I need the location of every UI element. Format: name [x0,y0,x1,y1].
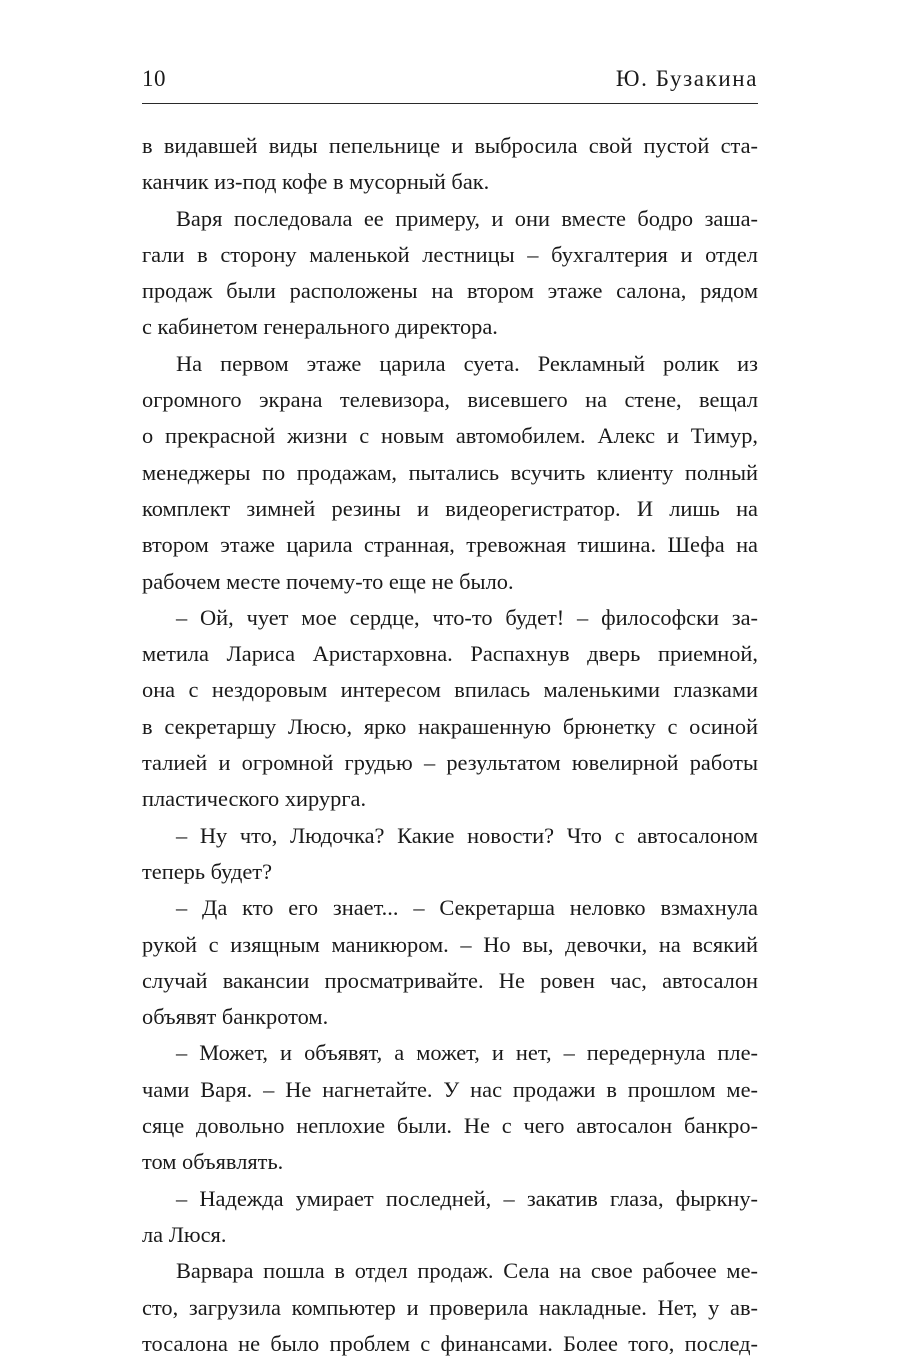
text-line: метила Лариса Аристарховна. Распахнув дверь приемной, [142,641,758,667]
text-line: менеджеры по продажам, пытались всучить клиенту полный [142,459,758,485]
text-line: – Ой, чует мое сердце, что-то будет! – философски за- [176,604,758,630]
text-line: втором этаже царила странная, тревожная тишина. Шефа на [142,532,758,558]
text-line: – Ну что, Людочка? Какие новости? Что с автосалоном [176,822,758,848]
text-line: о прекрасной жизни с новым автомобилем. Алекс и Тимур, [142,423,758,449]
text-line: – Да кто его знает... – Секретарша неловко взмахнула [176,895,758,921]
text-line: талией и огромной грудью – результатом ювелирной работы [142,750,758,776]
text-line: том объявлять. [142,1149,284,1175]
header-rule [142,103,758,104]
text-line: теперь будет? [142,858,273,884]
page-header [142,66,758,98]
running-head-author: Ю. Бузакина [615,66,758,91]
text-line: сяце довольно неплохие были. Не с чего автосалон банкро- [142,1113,758,1139]
text-line: сто, загрузила компьютер и проверила накладные. Нет, у ав- [142,1294,758,1320]
text-line: Варвара пошла в отдел продаж. Села на свое рабочее ме- [176,1258,758,1284]
body-text [142,128,758,1362]
text-line: комплект зимней резины и видеорегистратор. И лишь на [142,495,758,521]
text-line: чами Варя. – Не нагнетайте. У нас продажи в прошлом ме- [142,1076,758,1102]
text-line: в секретаршу Люсю, ярко накрашенную брюнетку с осиной [142,713,758,739]
text-line: с кабинетом генерального директора. [142,314,498,340]
text-line: объявят банкротом. [142,1004,329,1030]
text-line: – Надежда умирает последней, – закатив глаза, фыркну- [176,1185,758,1211]
text-line: в видавшей виды пепельнице и выбросила свой пустой ста- [142,133,758,158]
text-line: тосалона не было проблем с финансами. Более того, послед- [142,1330,758,1356]
text-line: гали в сторону маленькой лестницы – бухгалтерия и отдел [142,241,758,267]
text-line: На первом этаже царила суета. Рекламный ролик из [176,350,758,376]
text-line: Варя последовала ее примеру, и они вместе бодро заша- [176,205,758,231]
text-line: рабочем месте почему-то еще не было. [142,568,514,594]
text-line: – Может, и объявят, а может, и нет, – передернула пле- [176,1040,758,1066]
text-line: случай вакансии просматривайте. Не ровен час, автосалон [142,967,758,993]
text-line: продаж были расположены на втором этаже салона, рядом [142,278,758,304]
text-line: ла Люся. [142,1221,227,1247]
text-line: она с нездоровым интересом впилась маленькими глазками [142,677,758,703]
text-line: рукой с изящным маникюром. – Но вы, девочки, на всякий [142,931,758,957]
text-line: канчик из-под кофе в мусорный бак. [142,169,490,195]
page-number: 10 [142,66,166,91]
text-line: пластического хирурга. [142,786,367,812]
text-line: огромного экрана телевизора, висевшего на стене, вещал [142,387,758,413]
